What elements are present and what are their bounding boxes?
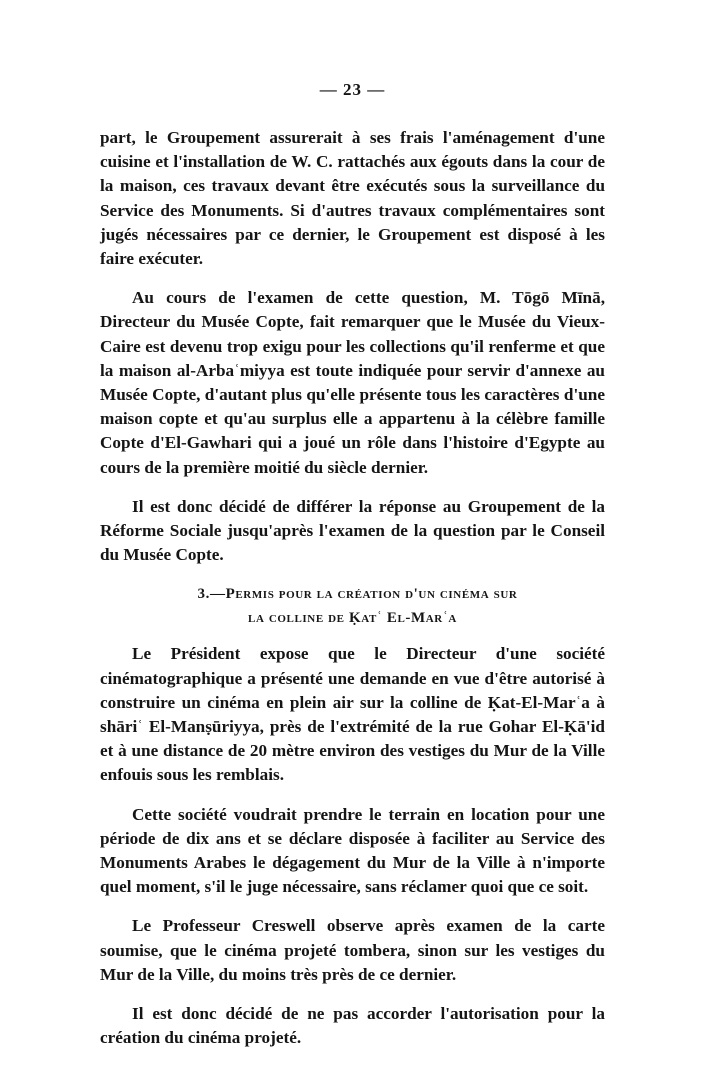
paragraph-societe: Cette société voudrait prendre le terrain en location pour une période de dix ans et se déclare disposée à faciliter au Service des Monuments Arabes le dégagement du Mur de la Ville à n'importe quel moment, s'il le juge nécessaire, sans réclamer quoi que ce soit. bbox=[100, 804, 605, 897]
section-heading bbox=[100, 582, 605, 630]
paragraph-president-expose: Le Président expose que le Directeur d'une société cinématographique a présenté une demande en vue d'être autorisé à construire un cinéma en plein air sur la colline de Ḳat-El-Marʿa à shāriʿ El-Manṣūriyya, près de l'extrémité de la rue Gohar El-Ḳā'id et à une distance de 20 mètre environ des vestiges du Mur de la Ville enfouis sous les remblais. bbox=[100, 644, 605, 785]
section-heading-line2: la colline de Ḳatʿ El-Marʿa bbox=[248, 610, 457, 627]
paragraph-decision-cinema: Il est donc décidé de ne pas accorder l'autorisation pour la création du cinéma projeté. bbox=[100, 1004, 605, 1048]
paragraph-continuation: part, le Groupement assurerait à ses frais l'aménagement d'une cuisine et l'installation de W. C. rattachés aux égouts dans la cour de la maison, ces travaux devant être exécutés sous la surveillance du Service des Monuments. Si d'autres travaux complémentaires sont jugés nécessaires par ce dernier, le Groupement est disposé à les faire exécuter. bbox=[100, 128, 605, 269]
page-number: — 23 — bbox=[319, 80, 386, 99]
section-heading-line1: 3.—Permis pour la création d'un cinéma sur bbox=[197, 586, 518, 603]
paragraph-togo-mina: Au cours de l'examen de cette question, M. Tōgō Mīnā, Directeur du Musée Copte, fait remarquer que le Musée du Vieux-Caire est devenu trop exigu pour les collections qu'il renferme et que la maison al-Arbaʿmiyya est toute indiquée pour servir d'annexe au Musée Copte, d'autant plus qu'elle présente tous les caractères d'une maison copte et qu'au surplus elle a appartenu à la célèbre famille Copte d'El-Gawhari qui a joué un rôle dans l'histoire d'Egypte au cours de la première moitié du siècle dernier. bbox=[100, 288, 605, 477]
paragraph-decision-groupement: Il est donc décidé de différer la réponse au Groupement de la Réforme Sociale jusqu'après l'examen de la question par le Conseil du Musée Copte. bbox=[100, 496, 605, 565]
paragraph-creswell: Le Professeur Creswell observe après examen de la carte soumise, que le cinéma projeté tombera, sinon sur les vestiges du Mur de la Ville, du moins très près de ce dernier. bbox=[100, 916, 605, 984]
document-page bbox=[100, 80, 605, 1066]
